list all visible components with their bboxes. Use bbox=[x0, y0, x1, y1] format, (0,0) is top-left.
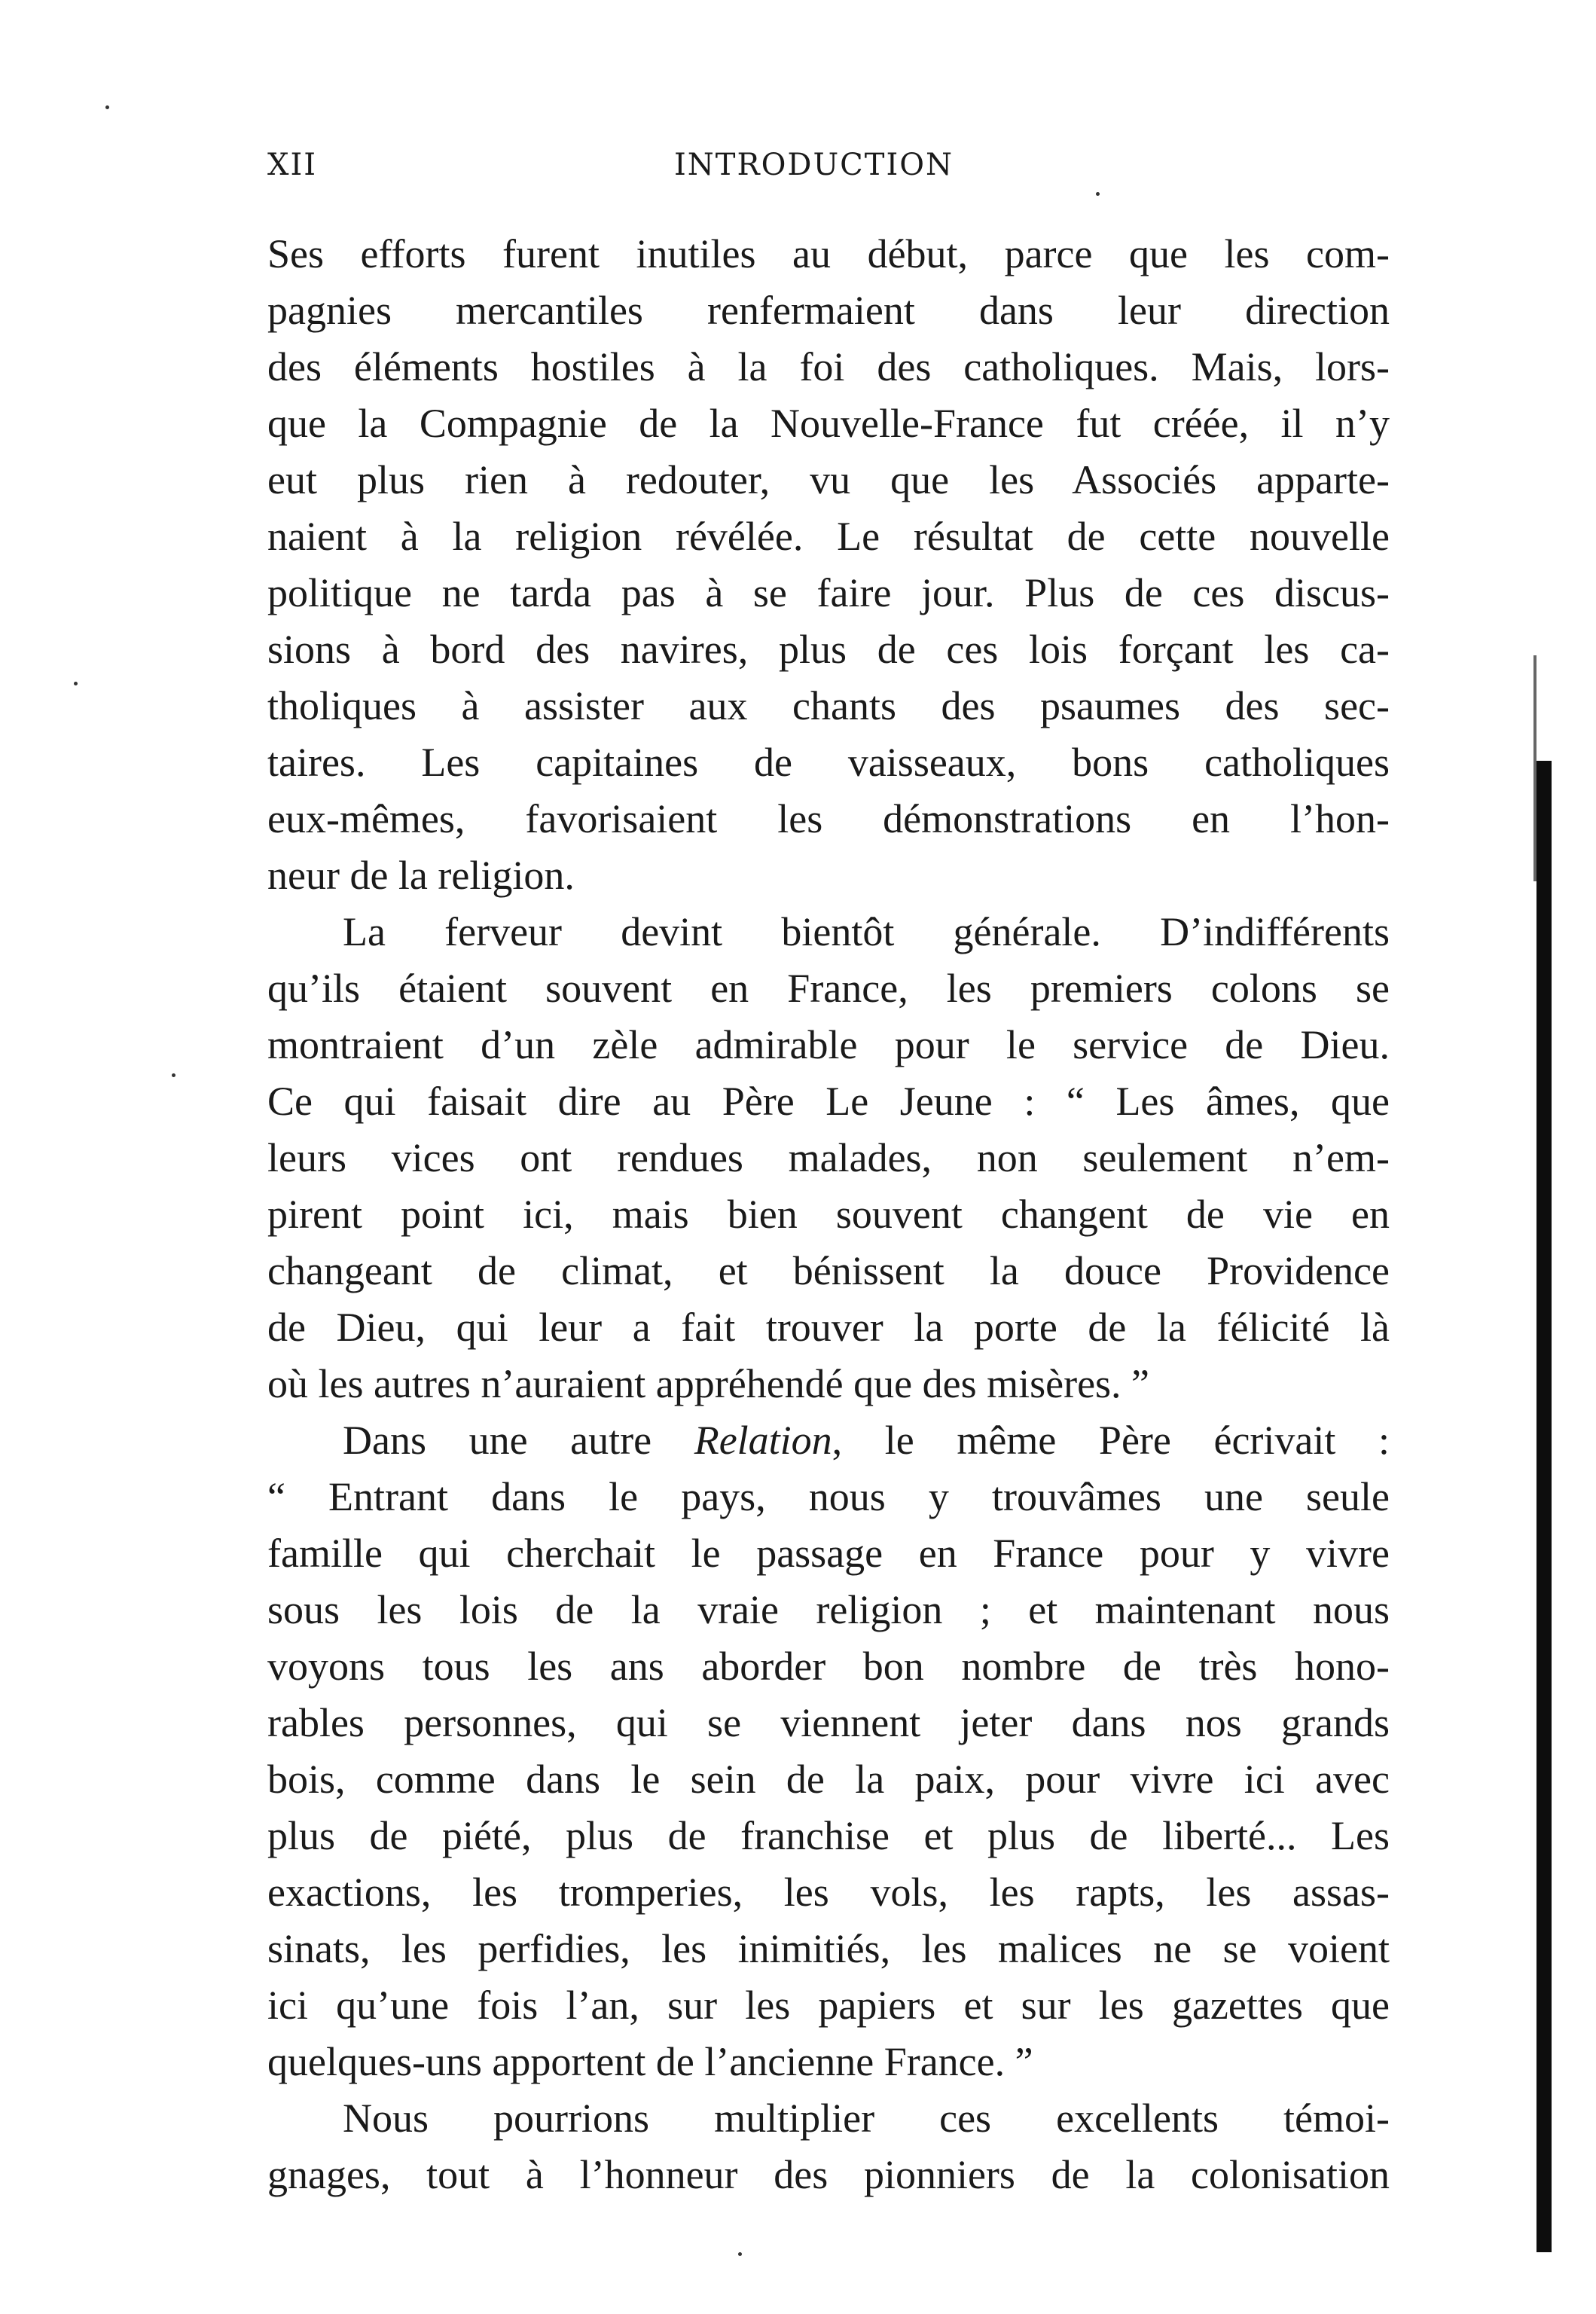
text-line: eut plus rien à redouter, vu que les Associés apparte- bbox=[267, 457, 1390, 502]
text-line: sinats, les perfidies, les inimitiés, les malices ne se voient bbox=[267, 1926, 1390, 1971]
text-line: Ses efforts furent inutiles au début, parce que les com- bbox=[267, 231, 1390, 276]
text-line: La ferveur devint bientôt générale. D’indifférents bbox=[343, 909, 1390, 954]
text-line: qu’ils étaient souvent en France, les premiers colons se bbox=[267, 966, 1390, 1011]
text-line: où les autres n’auraient appréhendé que des misères. ” bbox=[267, 1361, 1150, 1406]
italic-title-relation: Relation bbox=[694, 1418, 832, 1463]
text-line: plus de piété, plus de franchise et plus de liberté... Les bbox=[267, 1813, 1390, 1858]
text-line: pirent point ici, mais bien souvent changent de vie en bbox=[267, 1192, 1390, 1237]
text-line: eux-mêmes, favorisaient les démonstrations en l’hon- bbox=[267, 796, 1390, 841]
scan-speck bbox=[738, 2252, 742, 2256]
text-line: politique ne tarda pas à se faire jour. Plus de ces discus- bbox=[267, 570, 1390, 615]
text-line: gnages, tout à l’honneur des pionniers de la colonisation bbox=[267, 2152, 1390, 2197]
text-line: Nous pourrions multiplier ces excellents témoi- bbox=[343, 2096, 1390, 2141]
scan-speck bbox=[172, 1073, 175, 1077]
text-line: naient à la religion révélée. Le résultat de cette nouvelle bbox=[267, 514, 1390, 559]
text-line: sous les lois de la vraie religion ; et maintenant nous bbox=[267, 1587, 1390, 1632]
scan-speck bbox=[105, 105, 109, 109]
text-line: bois, comme dans le sein de la paix, pour vivre ici avec bbox=[267, 1757, 1390, 1802]
text-line: rables personnes, qui se viennent jeter dans nos grands bbox=[267, 1700, 1390, 1745]
text-line: exactions, les tromperies, les vols, les rapts, les assas- bbox=[267, 1870, 1390, 1915]
page-number: XII bbox=[267, 148, 318, 182]
text-line: voyons tous les ans aborder bon nombre de très hono- bbox=[267, 1644, 1390, 1689]
text-line: “ Entrant dans le pays, nous y trouvâmes une seule bbox=[267, 1474, 1390, 1519]
text-line: Ce qui faisait dire au Père Le Jeune : “ Les âmes, que bbox=[267, 1079, 1390, 1124]
text-line: montraient d’un zèle admirable pour le service de Dieu. bbox=[267, 1022, 1390, 1067]
text-line: sions à bord des navires, plus de ces lois forçant les ca- bbox=[267, 627, 1390, 672]
running-title: INTRODUCTION bbox=[674, 148, 954, 182]
text-line: quelques-uns apportent de l’ancienne France. ” bbox=[267, 2039, 1033, 2084]
running-head bbox=[267, 148, 1397, 193]
text-line: pagnies mercantiles renfermaient dans leur direction bbox=[267, 288, 1390, 333]
text-line: leurs vices ont rendues malades, non seulement n’em- bbox=[267, 1135, 1390, 1180]
text-line: changeant de climat, et bénissent la douce Providence bbox=[267, 1248, 1390, 1293]
text-line: famille qui cherchait le passage en France pour y vivre bbox=[267, 1531, 1390, 1576]
text-line: ici qu’une fois l’an, sur les papiers et sur les gazettes que bbox=[267, 1983, 1390, 2028]
body-text bbox=[267, 226, 1390, 2203]
text-line: neur de la religion. bbox=[267, 853, 575, 898]
text-line: tholiques à assister aux chants des psaumes des sec- bbox=[267, 683, 1390, 728]
text-line bbox=[267, 1412, 1390, 1469]
text-line: de Dieu, qui leur a fait trouver la porte de la félicité là bbox=[267, 1305, 1390, 1350]
scan-speck bbox=[74, 682, 78, 685]
text-line: que la Compagnie de la Nouvelle-France fut créée, il n’y bbox=[267, 401, 1390, 446]
text-run: Dans une autre bbox=[343, 1418, 694, 1463]
scan-speck bbox=[1096, 192, 1100, 196]
text-line: des éléments hostiles à la foi des catholiques. Mais, lors- bbox=[267, 344, 1390, 389]
scan-edge-bar bbox=[1536, 761, 1552, 2252]
text-line: taires. Les capitaines de vaisseaux, bons catholiques bbox=[267, 740, 1390, 785]
text-run: , le même Père écrivait : bbox=[832, 1418, 1390, 1463]
